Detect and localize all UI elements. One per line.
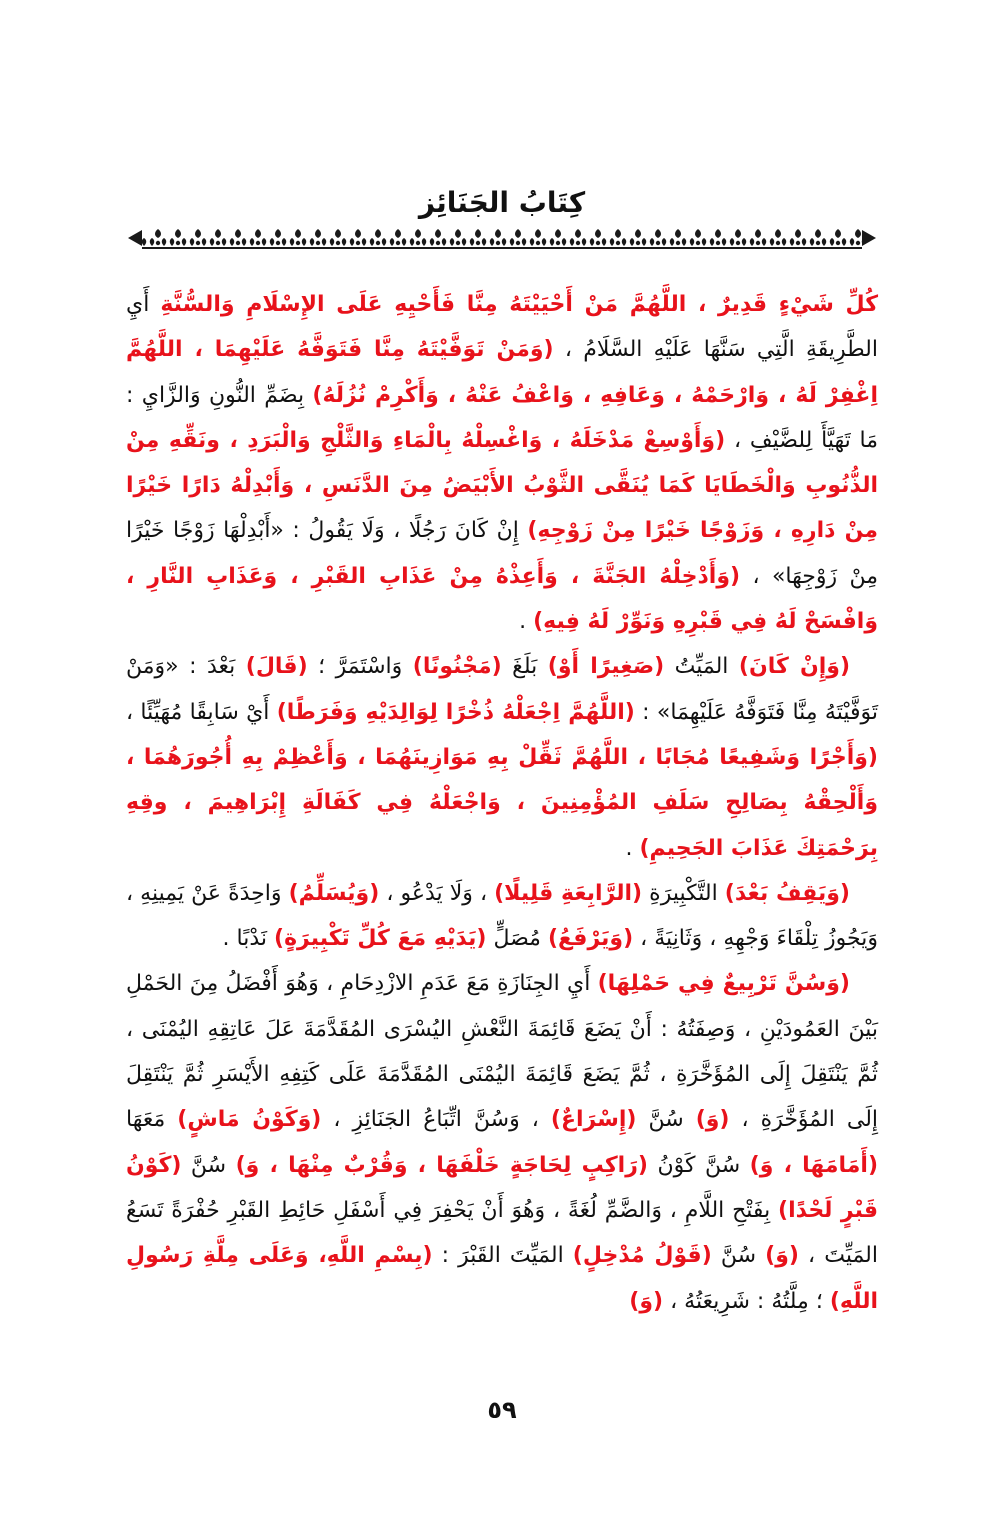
- matn-text-segment: (أَمَامَهَا ، وَ): [749, 1152, 878, 1178]
- sharh-text-segment: ، وَسُنَّ اتِّبَاعُ الجَنَائِزِ ،: [321, 1107, 551, 1133]
- decorative-border-ornament: [128, 226, 876, 250]
- sharh-text-segment: .: [519, 609, 534, 635]
- sharh-text-segment: أَيِ الطَّرِيقَةِ الَّتِي سَنَّهَا عَلَيْهِ السَّلَامُ ،: [126, 292, 878, 363]
- matn-text-segment: (قَالَ): [245, 654, 308, 680]
- paragraph: [126, 644, 878, 870]
- matn-text-segment: (وَ): [695, 1107, 730, 1133]
- sharh-text-segment: .: [625, 835, 640, 861]
- matn-text-segment: (وَكَوْنُ مَاشٍ): [177, 1107, 322, 1133]
- matn-text-segment: (بِسْمِ اللَّهِ، وَعَلَى مِلَّةِ رَسُولِ اللَّهِ): [126, 1243, 878, 1314]
- sharh-text-segment: المَيِّتُ: [664, 654, 739, 680]
- chapter-title: كِتَابُ الجَنَائِز: [418, 186, 586, 219]
- sharh-text-segment: أَيْ سَابِقًا مُهَيِّئًا ،: [126, 699, 277, 725]
- matn-text-segment: (وَيُسَلِّمُ): [288, 880, 380, 906]
- matn-text-segment: (قَوْلُ مُدْخِلٍ): [572, 1243, 712, 1269]
- matn-text-segment: (صَغِيرًا أَوْ): [547, 654, 665, 680]
- matn-text-segment: (وَأَجْرًا وَشَفِيعًا مُجَابًا ، اللَّهُمَّ ثَقِّلْ بِهِ مَوَازِينَهُمَا ، وَأَعْظِمْ بِهِ أُجُورَهُمَا ، وَأَلْحِقْهُ بِصَالِحِ سَلَفِ المُؤْمِنِينَ ، وَاجْعَلْهُ فِي كَفَالَةِ إِبْرَاهِيمَ ، وقِهِ بِرَحْمَتِكَ عَذَابَ الجَحِيمِ): [126, 744, 878, 861]
- page-number: ٥٩: [487, 1396, 517, 1424]
- sharh-text-segment: وَاحِدَةً عَنْ يَمِينِهِ ، وَيَجُوزُ تِلْقَاءَ وَجْهِهِ ، وَثَانِيَةً ،: [126, 880, 878, 952]
- paragraph: [126, 961, 878, 1323]
- matn-text-segment: (رَاكِبٍ لِحَاجَةٍ خَلْفَهَا ، وَقُرْبٌ مِنْهَا ، وَ): [235, 1152, 648, 1178]
- matn-text-segment: (وَإِنْ كَانَ): [738, 654, 851, 680]
- sharh-text-segment: ، وَلَا يَدْعُو ،: [379, 880, 495, 906]
- sharh-text-segment: سُنَّ: [181, 1152, 236, 1178]
- matn-text-segment: (وَيَقِفُ بَعْدَ): [724, 880, 850, 906]
- matn-text-segment: (وَمَنْ تَوَفَّيْتَهُ مِنَّا فَتَوَفَّهُ عَلَيْهِمَا ، اللَّهُمَّ اِغْفِرْ لَهُ ، وَارْحَمْهُ ، وَعَافِهِ ، وَاعْفُ عَنْهُ ، وَأَكْرِمْ نُزُلَهُ): [126, 337, 878, 408]
- matn-text-segment: (وَسُنَّ تَرْبِيعٌ فِي حَمْلِهَا): [597, 971, 850, 997]
- matn-text-segment: (وَأَدْخِلْهُ الجَنَّةَ ، وَأَعِذْهُ مِنْ عَذَابِ القَبْرِ ، وَعَذَابِ النَّارِ ، وَافْسَحْ لَهُ فِي قَبْرِهِ وَنَوِّرْ لَهُ فِيهِ): [126, 563, 878, 635]
- matn-text-segment: (يَدَيْهِ مَعَ كُلِّ تَكْبِيرَةٍ): [274, 926, 487, 952]
- matn-text-segment: (وَيَرْفَعُ): [547, 926, 634, 952]
- sharh-text-segment: المَيِّتَ القَبْرَ :: [432, 1243, 573, 1269]
- sharh-text-segment: سُنَّ: [636, 1107, 696, 1133]
- matn-text-segment: (وَ): [629, 1288, 664, 1314]
- matn-text-segment: (كَوْنُ قَبْرٍ لَحْدًا): [126, 1152, 878, 1223]
- paragraph: [126, 282, 878, 644]
- sharh-text-segment: مَعَهَا: [126, 1107, 178, 1133]
- sharh-text-segment: إِنْ كَانَ رَجُلًا ، وَلَا يَقُولُ : «أَبْدِلْهَا زَوْجًا خَيْرًا مِنْ زَوْجِهَا» ،: [126, 518, 879, 589]
- sharh-text-segment: بِضَمِّ النُّونِ وَالزَّايِ : مَا تَهَيَّأَ لِلضَّيْفِ ،: [126, 382, 878, 453]
- page-body-text: [126, 282, 878, 1324]
- sharh-text-segment: سُنَّ: [711, 1243, 766, 1269]
- matn-text-segment: (الرَّابِعَةِ قَلِيلًا): [494, 880, 643, 906]
- matn-text-segment: (مَجْنُونًا): [412, 654, 502, 680]
- sharh-text-segment: بَلَغَ: [501, 654, 548, 680]
- matn-text-segment: (وَ): [765, 1243, 799, 1269]
- sharh-text-segment: بِفَتْحِ اللَّامِ ، وَالضَّمِّ لُغَةً ، وَهُوَ أَنْ يَحْفِرَ فِي أَسْفَلِ حَائِطِ القَبْرِ حُفْرَةً تَسَعُ المَيِّتَ ،: [126, 1197, 878, 1269]
- matn-text-segment: (إِسْرَاعٌ): [550, 1107, 637, 1133]
- sharh-text-segment: بَعْدَ : «وَمَنْ تَوَفَّيْتَهُ مِنَّا فَتَوَفَّهُ عَلَيْهِمَا» :: [126, 654, 878, 725]
- sharh-text-segment: نَدْبًا .: [222, 926, 275, 952]
- sharh-text-segment: مُصَلٍّ: [486, 926, 548, 952]
- sharh-text-segment: ؛ مِلَّتُهُ : شَرِيعَتُهُ ،: [663, 1288, 830, 1314]
- sharh-text-segment: أَيِ الجِنَازَةِ مَعَ عَدَمِ الازْدِحَامِ ، وَهُوَ أَفْضَلُ مِنَ الحَمْلِ بَيْنَ العَمُودَيْنِ ، وَصِفَتُهُ : أَنْ يَضَعَ قَائِمَةَ النَّعْشِ اليُسْرَى المُقَدَّمَةَ عَلَ عَاتِقِهِ اليُمْنَى ، ثُمَّ يَنْتَقِلَ إِلَى المُؤَخَّرَةِ ، ثُمَّ يَضَعَ قَائِمَةَ اليُمْنَى المُقَدَّمَةَ عَلَى كَتِفِهِ الأَيْسَرِ ثُمَّ يَنْتَقِلَ إِلَى المُؤَخَّرَةِ ،: [126, 971, 879, 1133]
- paragraph: [126, 871, 878, 962]
- sharh-text-segment: التَّكْبِيرَةِ: [642, 880, 725, 906]
- sharh-text-segment: سُنَّ كَوْنُ: [647, 1152, 750, 1178]
- matn-text-segment: كُلِّ شَيْءٍ قَدِيرٌ ، اللَّهُمَّ مَنْ أَحْيَيْتَهُ مِنَّا فَأَحْيِهِ عَلَى الإِسْلَامِ وَالسُّنَّةِ: [160, 292, 878, 317]
- matn-text-segment: (وَأَوْسِعْ مَدْخَلَهُ ، وَاغْسِلْهُ بِالْمَاءِ وَالثَّلْجِ وَالْبَرَدِ ، ونَقِّهِ مِنْ الذُّنُوبِ وَالْخَطَايَا كَمَا يُنَقَّى الثَّوْبُ الأَبْيَضُ مِنَ الدَّنَسِ ، وَأَبْدِلْهُ دَارًا خَيْرًا مِنْ دَارِهِ ، وَزَوْجًا خَيْرًا مِنْ زَوْجِهِ): [126, 427, 879, 544]
- matn-text-segment: (اللَّهُمَّ اِجْعَلْهُ ذُخْرًا لِوَالِدَيْهِ وَفَرَطًا): [276, 699, 635, 725]
- sharh-text-segment: وَاسْتَمَرَّ ؛: [307, 654, 413, 680]
